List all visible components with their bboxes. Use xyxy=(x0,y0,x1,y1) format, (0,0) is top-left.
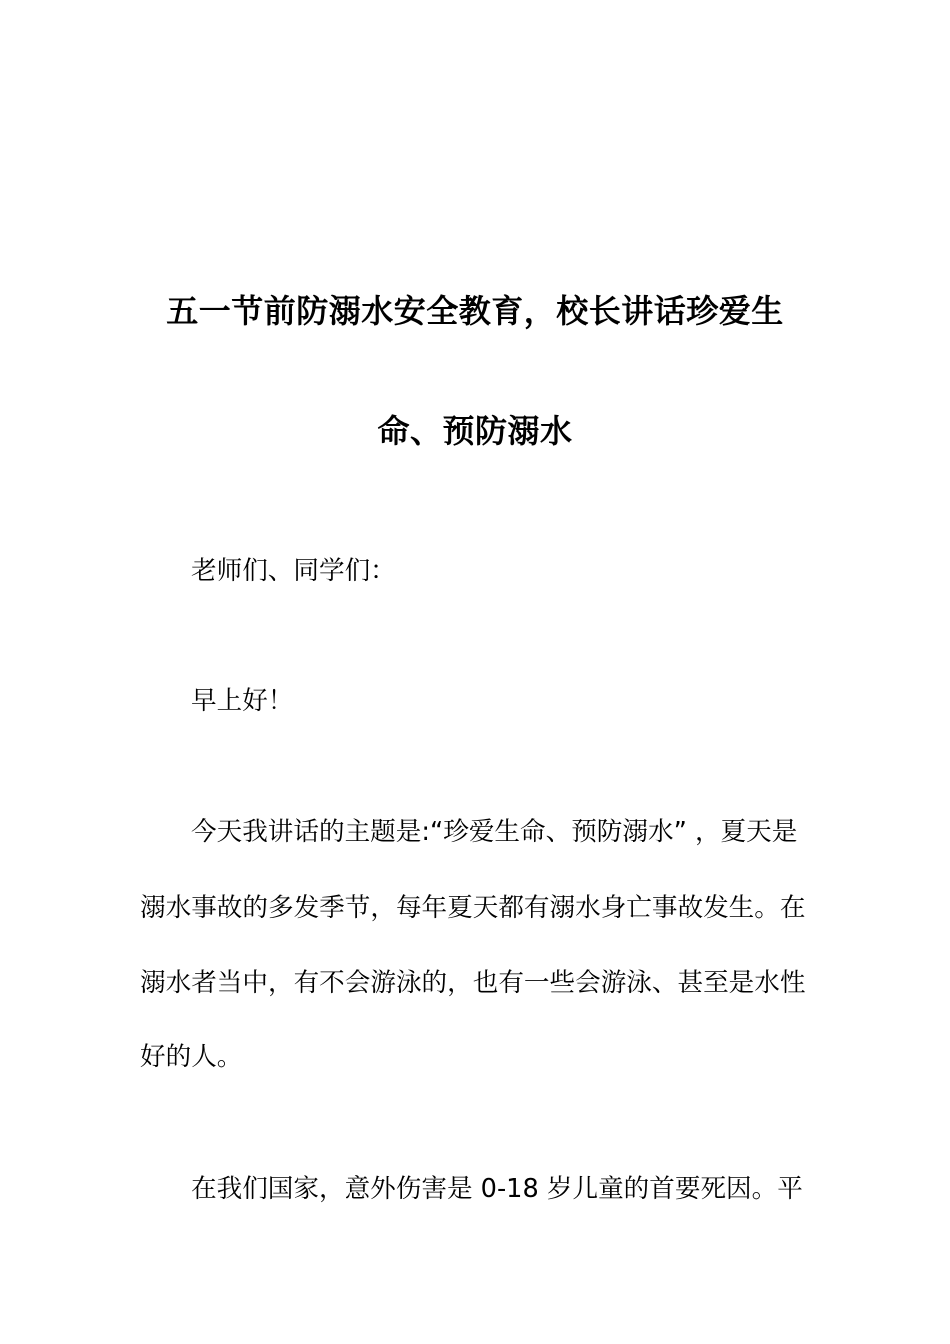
salutation-text: 早上好！ xyxy=(191,686,294,716)
paragraph-1-line-2: 溺水事故的多发季节，每年夏天都有溺水身亡事故发生。在 xyxy=(140,893,806,923)
document-title-line-1: 五一节前防溺水安全教育，校长讲话珍爱生 xyxy=(166,292,784,330)
greeting-text: 老师们、同学们： xyxy=(191,556,396,586)
paragraph-1-line-3: 溺水者当中，有不会游泳的，也有一些会游泳、甚至是水性 xyxy=(140,968,806,998)
document-title-line-2: 命、预防溺水 xyxy=(377,412,573,450)
paragraph-1-line-1: 今天我讲话的主题是:“珍爱生命、预防溺水” ，夏天是 xyxy=(191,817,798,847)
paragraph-1-line-4: 好的人。 xyxy=(140,1042,243,1072)
paragraph-2-line-1: 在我们国家，意外伤害是 0-18 岁儿童的首要死因。平 xyxy=(191,1174,803,1204)
